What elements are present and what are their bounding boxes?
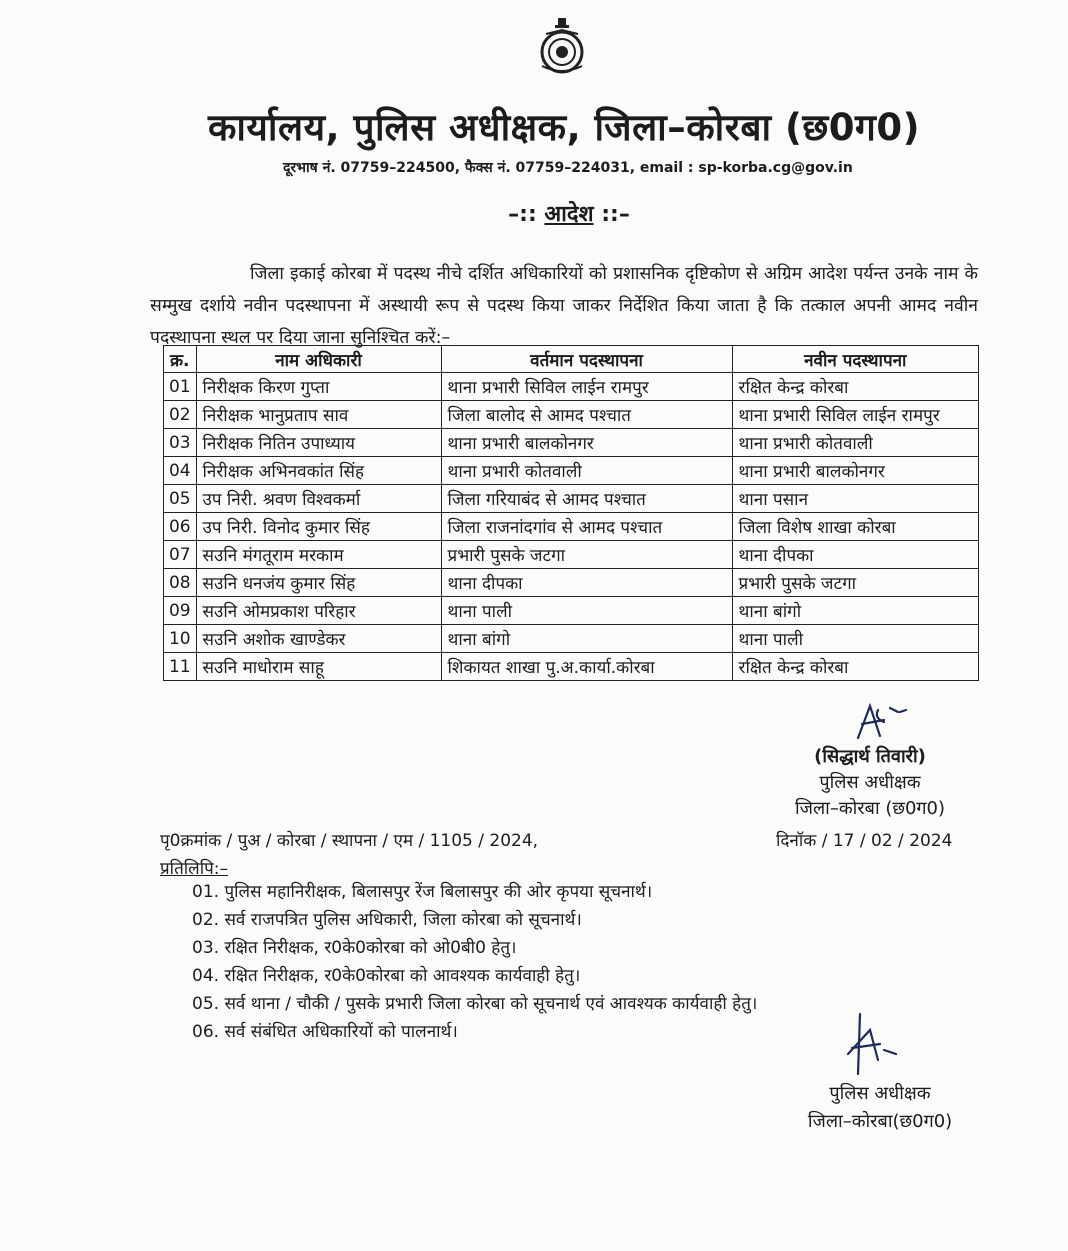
reference-number: पृ0क्रमांक / पुअ / कोरबा / स्थापना / एम / 1105 / 2024, <box>160 831 539 851</box>
order-heading-prefix: –:: <box>508 202 545 227</box>
officer-name-cell: निरीक्षक नितिन उपाध्याय <box>196 429 441 457</box>
officer-name-cell: सउनि धनजंय कुमार सिंह <box>196 569 441 597</box>
new-posting-cell: थाना दीपका <box>732 541 978 569</box>
order-heading <box>0 198 1068 228</box>
table-row <box>164 457 979 485</box>
officer-name-cell: सउनि मंगतूराम मरकाम <box>196 541 441 569</box>
table-row <box>164 373 979 401</box>
officer-name-cell: सउनि ओमप्रकाश परिहार <box>196 597 441 625</box>
new-posting-cell: थाना पसान <box>732 485 978 513</box>
signatory-district: जिला–कोरबा (छ0ग0) <box>794 798 946 819</box>
officer-name-cell: सउनि अशोक खाण्डेकर <box>196 625 441 653</box>
header-serial: क्र. <box>164 346 197 373</box>
table-row <box>164 569 979 597</box>
serial-cell: 02 <box>164 401 197 429</box>
header-officer-name: नाम अधिकारी <box>196 346 441 373</box>
signatory-designation: पुलिस अधीक्षक <box>819 772 921 793</box>
new-posting-cell: थाना बांगो <box>732 597 978 625</box>
table-row <box>164 541 979 569</box>
office-title: कार्यालय, पुलिस अधीक्षक, जिला–कोरबा (छ0ग0) <box>207 106 921 149</box>
current-posting-cell: थाना पाली <box>441 597 732 625</box>
transfer-table <box>163 345 979 681</box>
new-posting-cell: प्रभारी पुसके जटगा <box>732 569 978 597</box>
table-header-row <box>164 346 979 373</box>
signatory-name: (सिद्धार्थ तिवारी) <box>814 746 926 767</box>
serial-cell: 04 <box>164 457 197 485</box>
new-posting-cell: थाना पाली <box>732 625 978 653</box>
current-posting-cell: थाना प्रभारी कोतवाली <box>441 457 732 485</box>
list-item: 06. सर्व संबंधित अधिकारियों को पालनार्थ। <box>192 1022 458 1042</box>
signatory-block-secondary <box>790 1080 970 1136</box>
officer-name-cell: निरीक्षक किरण गुप्ता <box>196 373 441 401</box>
officer-name-cell: निरीक्षक भानुप्रताप साव <box>196 401 441 429</box>
order-heading-suffix: ::– <box>593 202 630 227</box>
officer-name-cell: उप निरी. विनोद कुमार सिंह <box>196 513 441 541</box>
table-row <box>164 429 979 457</box>
table-row <box>164 401 979 429</box>
new-posting-cell: थाना प्रभारी कोतवाली <box>732 429 978 457</box>
new-posting-cell: रक्षित केन्द्र कोरबा <box>732 653 978 681</box>
signatory-designation: पुलिस अधीक्षक <box>829 1083 931 1104</box>
header-current-posting: वर्तमान पदस्थापना <box>441 346 732 373</box>
current-posting-cell: जिला राजनांदगांव से आमद पश्चात <box>441 513 732 541</box>
serial-cell: 11 <box>164 653 197 681</box>
reference-date: दिनॉक / 17 / 02 / 2024 <box>776 831 953 851</box>
table-row <box>164 597 979 625</box>
header-new-posting: नवीन पदस्थापना <box>732 346 978 373</box>
copies-heading: प्रतिलिपि:– <box>160 859 228 879</box>
signatory-district: जिला–कोरबा(छ0ग0) <box>807 1111 953 1132</box>
officer-name-cell: सउनि माधोराम साहू <box>196 653 441 681</box>
contact-line: दूरभाष नं. 07759–224500, फैक्स नं. 07759–224031, email : sp-korba.cg@gov.in <box>283 160 853 176</box>
list-item: 01. पुलिस महानिरीक्षक, बिलासपुर रेंज बिलासपुर की ओर कृपया सूचनार्थ। <box>192 882 653 902</box>
list-item: 03. रक्षित निरीक्षक, र0के0कोरबा को ओ0बी0 हेतु। <box>192 938 517 958</box>
serial-cell: 09 <box>164 597 197 625</box>
new-posting-cell: थाना प्रभारी बालकोनगर <box>732 457 978 485</box>
police-emblem-icon <box>536 16 588 76</box>
signature-icon <box>838 1010 908 1080</box>
serial-cell: 06 <box>164 513 197 541</box>
serial-cell: 01 <box>164 373 197 401</box>
list-item: 02. सर्व राजपत्रित पुलिस अधिकारी, जिला कोरबा को सूचनार्थ। <box>192 910 582 930</box>
current-posting-cell: थाना दीपका <box>441 569 732 597</box>
serial-cell: 08 <box>164 569 197 597</box>
officer-name-cell: निरीक्षक अभिनवकांत सिंह <box>196 457 441 485</box>
serial-cell: 03 <box>164 429 197 457</box>
new-posting-cell: जिला विशेष शाखा कोरबा <box>732 513 978 541</box>
current-posting-cell: थाना प्रभारी सिविल लाईन रामपुर <box>441 373 732 401</box>
table-row <box>164 485 979 513</box>
current-posting-cell: प्रभारी पुसके जटगा <box>441 541 732 569</box>
signature-icon <box>840 700 920 742</box>
table-row <box>164 653 979 681</box>
current-posting-cell: जिला बालोद से आमद पश्चात <box>441 401 732 429</box>
table-row <box>164 625 979 653</box>
signatory-block-primary <box>770 744 970 822</box>
current-posting-cell: जिला गरियाबंद से आमद पश्चात <box>441 485 732 513</box>
new-posting-cell: रक्षित केन्द्र कोरबा <box>732 373 978 401</box>
new-posting-cell: थाना प्रभारी सिविल लाईन रामपुर <box>732 401 978 429</box>
current-posting-cell: शिकायत शाखा पु.अ.कार्या.कोरबा <box>441 653 732 681</box>
list-item: 04. रक्षित निरीक्षक, र0के0कोरबा को आवश्यक कार्यवाही हेतु। <box>192 966 581 986</box>
copies-list <box>192 878 757 1046</box>
order-intro-paragraph: जिला इकाई कोरबा में पदस्थ नीचे दर्शित अधिकारियों को प्रशासनिक दृष्टिकोण से अग्रिम आदेश पर्यन्त उनके नाम के सम्मुख दर्शाये नवीन पदस्थापना में अस्थायी रूप से पदस्थ किया जाकर निर्देशित किया जाता है कि तत्काल अपनी आमद नवीन पदस्थापना स्थल पर दिया जाना सुनिश्चित करें:– <box>150 264 978 348</box>
officer-name-cell: उप निरी. श्रवण विश्वकर्मा <box>196 485 441 513</box>
serial-cell: 05 <box>164 485 197 513</box>
serial-cell: 10 <box>164 625 197 653</box>
order-heading-text: आदेश <box>544 202 594 227</box>
serial-cell: 07 <box>164 541 197 569</box>
current-posting-cell: थाना प्रभारी बालकोनगर <box>441 429 732 457</box>
table-row <box>164 513 979 541</box>
current-posting-cell: थाना बांगो <box>441 625 732 653</box>
list-item: 05. सर्व थाना / चौकी / पुसके प्रभारी जिला कोरबा को सूचनार्थ एवं आवश्यक कार्यवाही हेतु। <box>192 994 758 1014</box>
